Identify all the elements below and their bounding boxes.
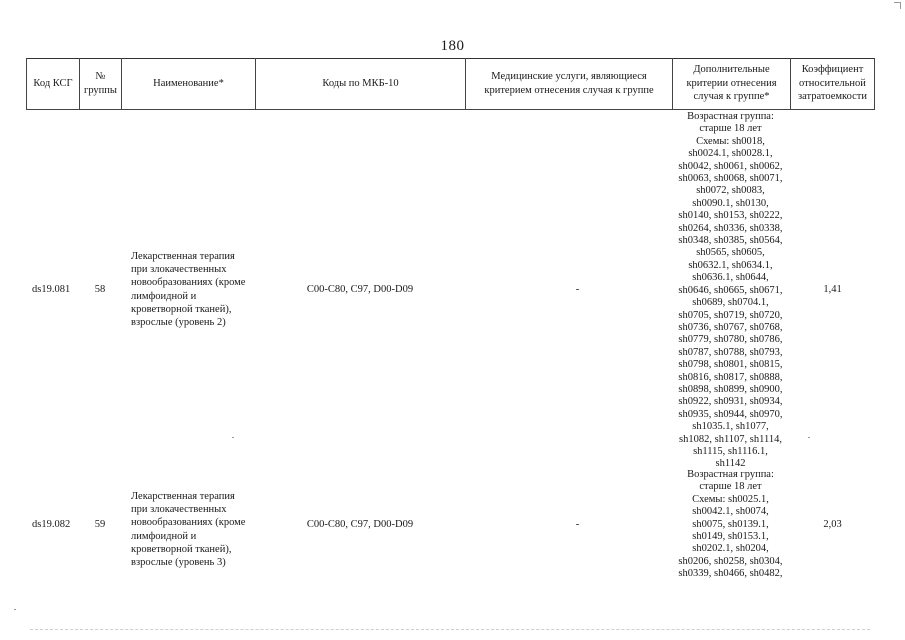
- criteria-line: sh1115, sh1116.1,: [693, 445, 768, 457]
- page-number: 180: [440, 38, 465, 54]
- scan-speck: [232, 437, 234, 438]
- criteria-line: старше 18 лет: [699, 123, 762, 135]
- criteria-line: sh0149, sh0153.1,: [692, 531, 769, 543]
- criteria-line: sh0646, sh0665, sh0671,: [678, 284, 783, 296]
- criteria-line: Возрастная группа:: [687, 469, 774, 480]
- header-group-no: № группы: [79, 58, 121, 110]
- criteria-line: sh0898, sh0899, sh0900,: [678, 383, 783, 395]
- criteria-line: sh0042, sh0061, sh0062,: [678, 160, 783, 172]
- row-mkb-codes: C00-C80, C97, D00-D09: [306, 284, 414, 295]
- row-coefficient: 1,41: [823, 284, 842, 295]
- scan-bottom-edge: [30, 629, 870, 630]
- criteria-line: Схемы: sh0025.1,: [692, 493, 769, 505]
- criteria-line: sh1035.1, sh1077,: [692, 421, 769, 433]
- row-group: 59: [94, 519, 106, 530]
- criteria-line: sh0140, sh0153, sh0222,: [678, 210, 783, 222]
- criteria-line: sh0348, sh0385, sh0564,: [678, 235, 783, 247]
- criteria-line: sh0565, sh0605,: [696, 247, 765, 259]
- row-group: 58: [94, 284, 106, 295]
- criteria-line: sh0689, sh0704.1,: [692, 297, 769, 309]
- header-name: Наименование*: [121, 58, 255, 110]
- header-services: Медицинские услуги, являющиеся критерием отнесения случая к группе: [465, 58, 672, 110]
- criteria-line: sh0816, sh0817, sh0888,: [678, 371, 783, 383]
- criteria-line: sh0202.1, sh0204,: [692, 543, 769, 555]
- criteria-line: sh0063, sh0068, sh0071,: [678, 173, 783, 185]
- scan-corner-mark: [894, 2, 901, 9]
- criteria-line: sh1082, sh1107, sh1114,: [679, 433, 782, 445]
- criteria-line: sh0935, sh0944, sh0970,: [678, 408, 783, 420]
- criteria-line: старше 18 лет: [699, 481, 762, 493]
- criteria-line: sh0636.1, sh0644,: [692, 272, 769, 284]
- criteria-line: sh0024.1, sh0028.1,: [688, 148, 773, 160]
- row-code: ds19.081: [32, 284, 71, 295]
- row-services: -: [575, 284, 580, 295]
- criteria-line: sh0042.1, sh0074,: [692, 506, 769, 518]
- row-services: -: [575, 519, 580, 530]
- criteria-line: sh0632.1, sh0634.1,: [688, 259, 773, 271]
- criteria-line: Возрастная группа:: [687, 111, 774, 122]
- criteria-line: sh0264, sh0336, sh0338,: [678, 222, 783, 234]
- criteria-line: sh1142: [715, 458, 746, 470]
- row-extra-criteria: [673, 111, 788, 471]
- criteria-line: sh0206, sh0258, sh0304,: [678, 555, 783, 567]
- criteria-line: sh0072, sh0083,: [696, 185, 765, 197]
- row-name: Лекарственная терапия при злокачественных новообразованиях (кроме лимфоидной и кроветворной тканей), взрослые (уровень 2): [131, 251, 246, 329]
- criteria-line: sh0075, sh0139.1,: [692, 518, 769, 530]
- row-extra-criteria: [673, 469, 788, 581]
- header-extra-criteria: Дополнительные критерии отнесения случая к группе*: [672, 58, 790, 110]
- row-code: ds19.082: [32, 519, 71, 530]
- row-coefficient: 2,03: [823, 519, 842, 530]
- criteria-line: sh0339, sh0466, sh0482,: [678, 568, 783, 580]
- header-code-ksg: Код КСГ: [26, 58, 79, 110]
- criteria-line: sh0090.1, sh0130,: [692, 197, 769, 209]
- criteria-line: sh0798, sh0801, sh0815,: [678, 359, 783, 371]
- criteria-line: sh0736, sh0767, sh0768,: [678, 321, 783, 333]
- scan-speck: [14, 609, 16, 610]
- criteria-line: sh0787, sh0788, sh0793,: [678, 346, 783, 358]
- header-mkb-codes: Коды по МКБ-10: [255, 58, 465, 110]
- row-mkb-codes: C00-C80, C97, D00-D09: [306, 519, 414, 530]
- criteria-line: sh0922, sh0931, sh0934,: [678, 396, 783, 408]
- header-coefficient: Коэффициент относительной затратоемкости: [790, 58, 875, 110]
- criteria-line: Схемы: sh0018,: [696, 135, 765, 147]
- criteria-line: sh0779, sh0780, sh0786,: [678, 334, 783, 346]
- scan-speck: [808, 437, 810, 438]
- row-name: Лекарственная терапия при злокачественных новообразованиях (кроме лимфоидной и кроветворной тканей), взрослые (уровень 3): [131, 491, 246, 569]
- criteria-line: sh0705, sh0719, sh0720,: [678, 309, 783, 321]
